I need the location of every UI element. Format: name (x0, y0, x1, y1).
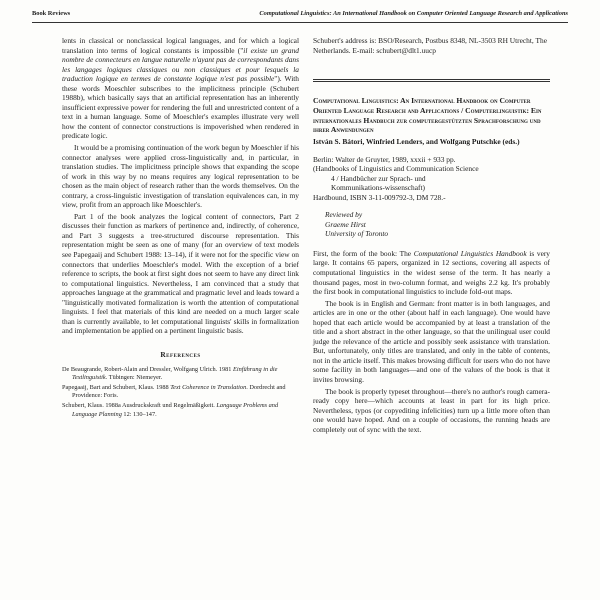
right-paragraph-2: The book is in English and German: front matter is in both languages, and articles are in one or the other (about half in each language). One would have hoped that each article would be accompanied by at least a translation of the title and a short abstract in the other language, so that the unilingual user could judge the relevance of the article and possibly seek assistance with translation. But, unfortunately, only titles are translated, and only in the table of contents, not in the article itself. This makes browsing difficult for users who do not have some facility in both languages—and one of the values of the book is that it invites browsing. (313, 298, 550, 384)
reviewer-block (325, 210, 550, 239)
reviewed-by-label: Reviewed by (325, 210, 363, 220)
left-paragraph-2: It would be a promising continuation of the work begun by Moeschler if his connector analyses were applied cross-linguistically and, in particular, in translation studies. The implicitness principle shows that expanding the scope of work in this way by no means requires any logical representation to be chosen as the main object of research rather than the words themselves. On the contrary, a cross-linguistic investigation of translation equivalences can, in my view, profit from an approach like Moeschler's. (62, 143, 299, 210)
publication-line: Kommunikations-wissenschaft) (331, 183, 426, 193)
left-column (62, 36, 299, 421)
right-paragraph-3: The book is properly typeset throughout—there's no author's rough camera-ready copy here—which accounts at least in part for its high price. Nevertheless, typos (or copyediting infelicities) turn up a little more often than one would have hoped. And on a couple of occasions, the running heads are completely out of sync with the text. (313, 386, 550, 434)
page-header (32, 8, 568, 23)
reference-item: Papegaaij, Bart and Schubert, Klaus. 1988 Text Coherence in Translation. Dordrecht and Providence: Foris. (62, 383, 286, 400)
left-paragraph-3: Part 1 of the book analyzes the logical content of connectors, Part 2 discusses their function as markers of pertinence and, indirectly, of coherence, and Part 3 suggests a tree-structured discourse representation. This representation might be seen as one of many (for an overview of text models see Papegaaij and Schubert 1988: 13–14), if it were not for the specific view on connectors that underlies Moeschler's model. With the exception of a brief reference to scripts, the book at first sight does not seem to have any direct link to computational linguistics. Nevertheless, I am convinced that a study that approaches language at the grammatical and pragmatic level and leads toward a "linguistically motivated formalization is worth the attention of computational linguists. I feel that materials of this kind are needed on a much larger scale than is currently available, to let computational linguists' skills in formalization and implementation be applied on a pertinent linguistic basis. (62, 211, 299, 336)
publication-line: (Handbooks of Linguistics and Communication Science (313, 164, 479, 174)
right-column (313, 36, 550, 436)
reviewer-name: Graeme Hirst (325, 219, 366, 229)
author-address: Schubert's address is: BSO/Research, Postbus 8348, NL-3503 RH Utrecht, The Netherlands. E-mail: schubert@dlt1.uucp (313, 36, 547, 55)
section-rule (313, 79, 550, 82)
book-editors: István S. Bátori, Winfried Lenders, and Wolfgang Putschke (eds.) (313, 137, 520, 147)
reviewer-affiliation: University of Toronto (325, 229, 389, 239)
french-quote: il existe un grand nombre de connecteurs en langue naturelle n'ayant pas de correspondants dans les langages logiques classiques ou non classiques et pour lesquels la traduction logique en termes de constante logique n'est pas possible (62, 45, 299, 84)
publication-line: Berlin: Walter de Gruyter, 1989, xxxii + 933 pp. (313, 154, 456, 164)
reviewed-book-title: Computational Linguistics: An International Handbook on Computer Oriented Language Research and Applications / Computerlinguistik: Ein internationales Handbuch zur computergestützten Sprachforschung und ihrer Anwendungen (313, 96, 542, 135)
reference-item: Schubert, Klaus. 1988a Ausdruckskraft und Regelmäßigkeit. Language Problems and Language Planning 12: 130–147. (62, 402, 279, 418)
left-paragraph-1: lents in classical or nonclassical logical languages, and for which a logical translation into terms of logical constants is impossible ("il existe un grand nombre de connecteurs en langue naturelle n'ayant pas de correspondants dans les langages logiques classiques ou non classiques et pour lesquels la traduction logique en termes de constante logique n'est pas possible"). With these words Moeschler subscribes to the implicitness principle (Schubert 1988b), which basically says that an artificial representation has an inherently insufficient expressive power for rendering the full and unrestricted content of a text in a human language. Some of Moeschler's examples illustrate very well how the content of connector constructions is impoverished when rendered in predicate logic. (62, 36, 299, 141)
right-paragraph-1: First, the form of the book: The Computational Linguistics Handbook is very large. It contains 65 papers, organized in 12 sections, covering all aspects of computational linguistics in the widest sense of the term. It has nearly a thousand pages, most in two-column format, and weighs 2.2 kg. It's probably the first book in computational linguistics to include fold-out maps. (313, 248, 551, 297)
reference-item: De Beaugrande, Robert-Alain and Dressler, Wolfgang Ulrich. 1981 Einführung in die Textlinguistik. Tübingen: Niemeyer. (62, 365, 278, 381)
references-heading: References (160, 349, 201, 359)
publication-line: 4 / Handbücher zur Sprach- und (331, 173, 426, 183)
publication-line: Hardbound, ISBN 3-11-009792-3, DM 728.- (313, 192, 446, 202)
header-running-title: Computational Linguistics: An International Handbook on Computer Oriented Language Research and Applications (259, 10, 568, 17)
header-section: Book Reviews (32, 10, 71, 17)
handbook-title: Computational Linguistics Handbook (413, 248, 527, 258)
